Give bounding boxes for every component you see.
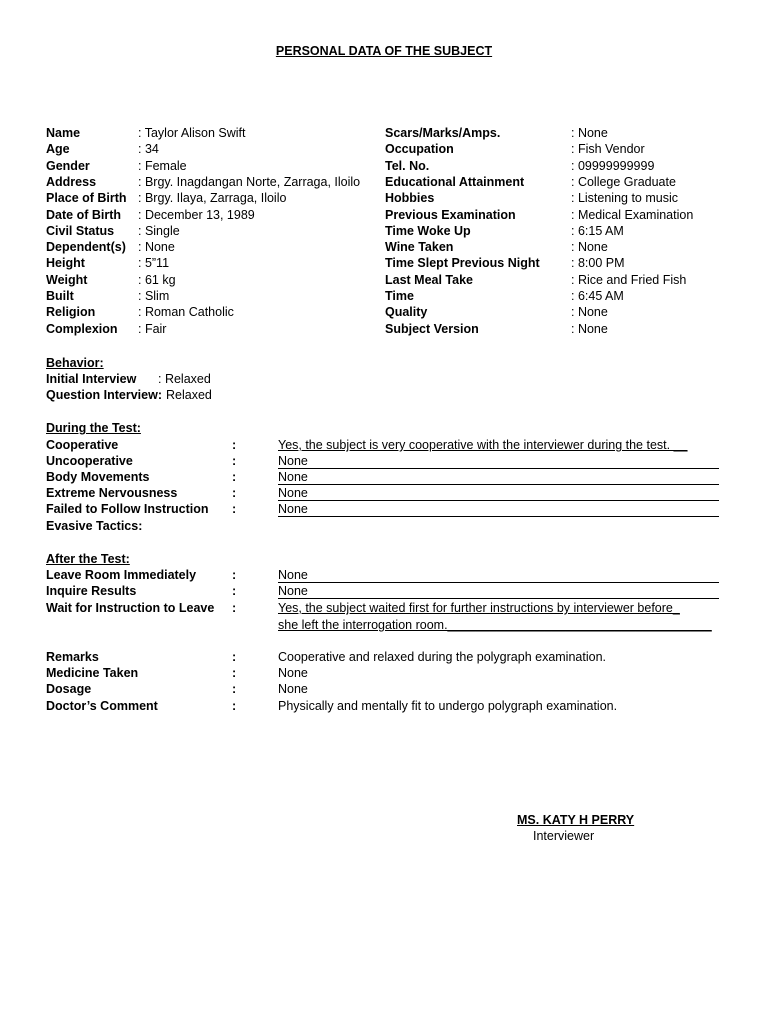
after-test-heading-row: [46, 551, 726, 567]
during-test-row: [46, 437, 726, 453]
info-label: Age: [46, 142, 70, 157]
document-title: PERSONAL DATA OF THE SUBJECT: [275, 44, 493, 58]
colon: :: [232, 682, 237, 696]
wait-instruction-answer-line1: Yes, the subject waited first for further instructions by interviewer before_: [278, 601, 680, 615]
during-test-heading: During the Test:: [46, 421, 141, 435]
info-label: Educational Attainment: [385, 174, 525, 189]
info-value: : Fish Vendor: [571, 142, 645, 157]
colon: :: [232, 584, 237, 598]
info-label: Occupation: [385, 142, 454, 157]
info-label: Dependent(s): [46, 240, 126, 255]
medicine-label: Medicine Taken: [46, 666, 139, 680]
colon: :: [232, 502, 237, 516]
during-test-answer: None: [278, 469, 719, 485]
during-test-label: Body Movements: [46, 470, 150, 484]
info-label: Weight: [46, 272, 88, 287]
info-label: Civil Status: [46, 223, 115, 238]
initial-interview-row: [46, 371, 726, 387]
remarks-value: Cooperative and relaxed during the polygraph examination.: [278, 650, 606, 664]
after-test-label: Leave Room Immediately: [46, 568, 197, 582]
info-value: : Medical Examination: [571, 207, 694, 222]
info-value: : Female: [138, 158, 187, 173]
doctor-comment-row: [46, 698, 726, 714]
during-test-row: [46, 485, 726, 501]
colon: :: [232, 650, 237, 664]
info-value: : 8:00 PM: [571, 256, 625, 271]
info-value: : None: [138, 240, 175, 255]
info-label: Wine Taken: [385, 240, 454, 255]
colon: :: [232, 699, 237, 713]
info-value: : None: [571, 305, 608, 320]
info-label: Built: [46, 289, 74, 303]
colon: :: [232, 486, 237, 500]
info-label: Complexion: [46, 321, 118, 336]
remarks-label: Remarks: [46, 650, 99, 664]
info-value: : 61 kg: [138, 272, 176, 287]
after-test-heading: After the Test:: [46, 552, 130, 566]
info-value: : Fair: [138, 321, 167, 336]
info-value: : None: [571, 321, 608, 336]
info-label: Height: [46, 256, 85, 271]
info-value: : Brgy. Inagdangan Norte, Zarraga, Iloilo: [138, 174, 361, 189]
doctor-comment-value: Physically and mentally fit to undergo polygraph examination.: [278, 699, 618, 713]
info-label: Time Woke Up: [385, 223, 471, 238]
evasive-tactics-row: [46, 518, 726, 534]
info-label: Scars/Marks/Amps.: [385, 126, 501, 140]
during-test-answer: None: [278, 453, 719, 469]
info-label: Address: [46, 174, 97, 189]
during-test-answer: None: [278, 501, 719, 517]
info-value: : None: [571, 126, 608, 140]
during-test-answer: Yes, the subject is very cooperative with the interviewer during the test. __: [278, 438, 688, 452]
info-label: Previous Examination: [385, 207, 516, 222]
info-label: Subject Version: [385, 321, 479, 336]
medicine-value: None: [278, 666, 308, 680]
behavior-heading: Behavior:: [46, 356, 104, 370]
info-value: : Single: [138, 223, 180, 238]
dosage-row: [46, 681, 726, 697]
wait-instruction-answer-line2: she left the interrogation room.______________________________________: [278, 618, 712, 632]
colon: :: [232, 438, 237, 452]
during-test-row: [46, 469, 726, 485]
initial-interview-value: : Relaxed: [158, 372, 211, 386]
question-interview-row: [46, 387, 726, 403]
question-interview-label: Question Interview:: [46, 388, 162, 402]
wait-instruction-row: [46, 600, 726, 616]
during-test-heading-row: [46, 420, 726, 436]
dosage-value: None: [278, 682, 308, 696]
info-label: Quality: [385, 305, 428, 320]
after-test-answer: None: [278, 583, 719, 599]
info-value: : Roman Catholic: [138, 305, 234, 320]
behavior-heading-row: [46, 355, 726, 371]
info-value: : 6:45 AM: [571, 289, 624, 303]
info-label: Date of Birth: [46, 207, 121, 222]
info-value: : December 13, 1989: [138, 207, 255, 222]
during-test-label: Cooperative: [46, 438, 119, 452]
info-value: : College Graduate: [571, 174, 676, 189]
info-label: Place of Birth: [46, 191, 127, 206]
info-label: Name: [46, 126, 81, 140]
info-label: Religion: [46, 305, 96, 320]
info-label: Hobbies: [385, 191, 435, 206]
interviewer-role: Interviewer: [533, 829, 595, 843]
question-interview-value: Relaxed: [166, 388, 212, 402]
info-value: : Listening to music: [571, 191, 678, 206]
info-value: : Rice and Fried Fish: [571, 272, 687, 287]
during-test-row: [46, 501, 726, 517]
remarks-row: [46, 649, 726, 665]
after-test-answer: None: [278, 567, 719, 583]
info-label: Tel. No.: [385, 158, 430, 173]
during-test-row: [46, 453, 726, 469]
dosage-label: Dosage: [46, 682, 92, 696]
after-test-row: [46, 567, 726, 583]
info-value: : 09999999999: [571, 158, 655, 173]
info-value: : Taylor Alison Swift: [138, 126, 246, 140]
after-test-label: Inquire Results: [46, 584, 137, 598]
info-value: : 5”11: [138, 256, 170, 271]
during-test-label: Uncooperative: [46, 454, 133, 468]
medicine-row: [46, 665, 726, 681]
colon: :: [232, 666, 237, 680]
colon: :: [232, 454, 237, 468]
after-test-row: [46, 583, 726, 599]
during-test-answer: None: [278, 485, 719, 501]
info-label: Time: [385, 289, 414, 303]
initial-interview-label: Initial Interview: [46, 372, 137, 386]
interviewer-name: MS. KATY H PERRY: [517, 813, 635, 827]
evasive-tactics-label: Evasive Tactics:: [46, 519, 143, 533]
info-label: Time Slept Previous Night: [385, 256, 540, 271]
colon: :: [232, 568, 237, 582]
wait-instruction-label: Wait for Instruction to Leave: [46, 601, 215, 615]
info-value: : None: [571, 240, 608, 255]
wait-instruction-row-cont: [46, 617, 726, 633]
info-value: : 34: [138, 142, 159, 157]
during-test-label: Failed to Follow Instruction: [46, 502, 209, 516]
info-label: Last Meal Take: [385, 272, 474, 287]
colon: :: [232, 470, 237, 484]
info-value: : Slim: [138, 289, 170, 303]
info-label: Gender: [46, 158, 90, 173]
colon: :: [232, 601, 237, 615]
info-value: : 6:15 AM: [571, 223, 624, 238]
doctor-comment-label: Doctor’s Comment: [46, 699, 158, 713]
during-test-label: Extreme Nervousness: [46, 486, 178, 500]
info-value: : Brgy. Ilaya, Zarraga, Iloilo: [138, 191, 287, 206]
